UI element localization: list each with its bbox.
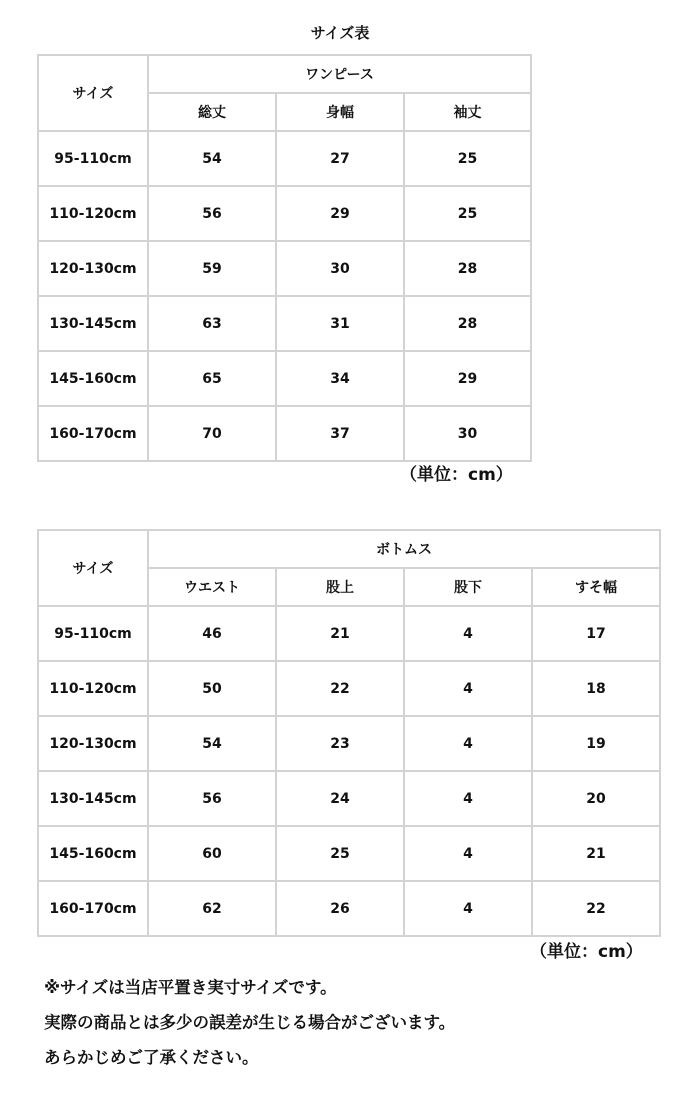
bottoms-group-header: ボトムス [148,530,660,568]
value-cell: 63 [148,296,276,351]
size-cell: 95-110cm [38,606,148,661]
column-header: ウエスト [148,568,276,606]
size-cell: 120-130cm [38,241,148,296]
value-cell: 25 [276,826,404,881]
value-cell: 56 [148,186,276,241]
size-cell: 130-145cm [38,296,148,351]
value-cell: 4 [404,661,532,716]
value-cell: 20 [532,771,660,826]
column-header: 総丈 [148,93,276,131]
notes [44,970,455,1075]
onepiece-group-header: ワンピース [148,55,531,93]
value-cell: 22 [532,881,660,936]
value-cell: 19 [532,716,660,771]
size-cell: 160-170cm [38,406,148,461]
value-cell: 28 [404,296,531,351]
value-cell: 30 [404,406,531,461]
table-row [38,351,531,406]
value-cell: 22 [276,661,404,716]
value-cell: 37 [276,406,404,461]
value-cell: 65 [148,351,276,406]
value-cell: 28 [404,241,531,296]
value-cell: 70 [148,406,276,461]
onepiece-size-table [37,54,532,462]
value-cell: 54 [148,131,276,186]
value-cell: 31 [276,296,404,351]
table-row [38,606,660,661]
value-cell: 23 [276,716,404,771]
value-cell: 18 [532,661,660,716]
value-cell: 25 [404,131,531,186]
bottoms-size-table [37,529,661,937]
value-cell: 50 [148,661,276,716]
table-row [38,186,531,241]
value-cell: 54 [148,716,276,771]
size-cell: 120-130cm [38,716,148,771]
value-cell: 4 [404,881,532,936]
value-cell: 59 [148,241,276,296]
value-cell: 34 [276,351,404,406]
size-cell: 145-160cm [38,351,148,406]
value-cell: 25 [404,186,531,241]
table-row [38,406,531,461]
value-cell: 56 [148,771,276,826]
value-cell: 24 [276,771,404,826]
column-header: 袖丈 [404,93,531,131]
size-cell: 110-120cm [38,186,148,241]
value-cell: 17 [532,606,660,661]
table-row [38,661,660,716]
unit-label: （単位：cm） [530,942,643,962]
size-cell: 95-110cm [38,131,148,186]
page-title: サイズ表 [310,24,370,42]
table-row [38,771,660,826]
size-cell: 110-120cm [38,661,148,716]
table-row [38,716,660,771]
value-cell: 27 [276,131,404,186]
value-cell: 4 [404,771,532,826]
value-cell: 29 [404,351,531,406]
size-cell: 130-145cm [38,771,148,826]
column-header: 股下 [404,568,532,606]
value-cell: 26 [276,881,404,936]
size-header: サイズ [38,55,148,131]
table-row [38,131,531,186]
value-cell: 21 [532,826,660,881]
size-cell: 145-160cm [38,826,148,881]
value-cell: 4 [404,716,532,771]
value-cell: 62 [148,881,276,936]
note-line: あらかじめご了承ください。 [44,1048,259,1067]
value-cell: 29 [276,186,404,241]
column-header: 股上 [276,568,404,606]
value-cell: 21 [276,606,404,661]
value-cell: 46 [148,606,276,661]
table-row [38,881,660,936]
table-row [38,826,660,881]
value-cell: 60 [148,826,276,881]
table-row [38,241,531,296]
table-row [38,296,531,351]
note-line: ※サイズは当店平置き実寸サイズです。 [44,978,337,997]
column-header: 身幅 [276,93,404,131]
value-cell: 4 [404,606,532,661]
unit-label: （単位：cm） [400,465,513,485]
size-cell: 160-170cm [38,881,148,936]
value-cell: 30 [276,241,404,296]
value-cell: 4 [404,826,532,881]
size-header: サイズ [38,530,148,606]
note-line: 実際の商品とは多少の誤差が生じる場合がございます。 [44,1013,456,1032]
column-header: すそ幅 [532,568,660,606]
